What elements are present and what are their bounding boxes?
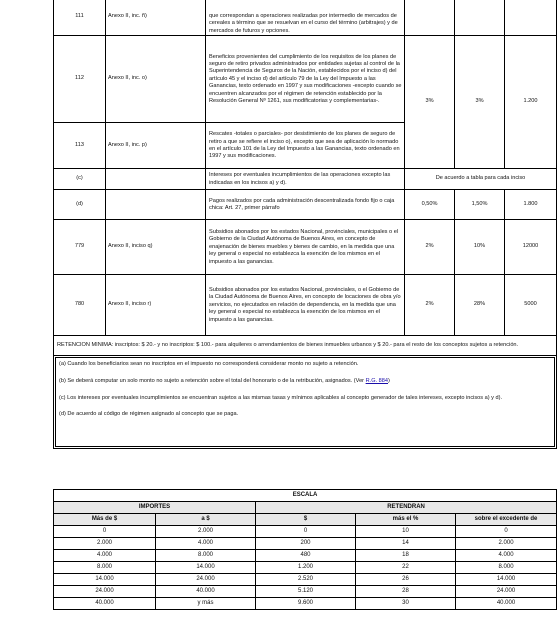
cell: 40.000 [54, 598, 156, 610]
table-row [54, 169, 557, 190]
notes-box [55, 357, 555, 447]
cell: y más [156, 598, 256, 610]
table-row [54, 526, 557, 538]
cell: 4.000 [456, 550, 557, 562]
cell: 9.600 [256, 598, 356, 610]
rate-no-inscriptos: 28% [455, 275, 505, 336]
cell: 14 [356, 538, 456, 550]
cell: 14.000 [156, 562, 256, 574]
regime-description: Subsidios abonados por los estados Nacional, provinciales, municipales o el Gobierno de la Ciudad Autónoma de Buenos Aires, en concepto de enajenación de bienes muebles y bienes de cambio, en la medida que una ley general o especial no establezca la exención de los mismos en el impuesto a las ganancias. [206, 220, 405, 275]
cell: 8.000 [456, 562, 557, 574]
cell: 5.120 [256, 586, 356, 598]
anexo-ref: Anexo II, inc. o) [106, 36, 206, 123]
cell: 4.000 [156, 538, 256, 550]
cell: 2.000 [456, 538, 557, 550]
table-row [54, 356, 557, 449]
regime-code: 780 [54, 275, 106, 336]
note-b-text: (b) Se deberá computar un solo monto no sujeto a retención sobre el total del honorario o de la retribución, asignados. (Ver [59, 378, 366, 385]
cell: 22 [356, 562, 456, 574]
regime-description: Subsidios abonados por los estados Nacional, provinciales, o el Gobierno de la Ciudad Autónoma de Buenos Aires, en concepto de locaciones de obra y/o servicios, no ejecutados en relación de dependencia, en la medida que una ley general o especial no establezca la exención de los mismos en el impuesto a las ganancias. [206, 275, 405, 336]
table-row [54, 190, 557, 220]
cell: 14.000 [456, 574, 557, 586]
rate-no-inscriptos: 1,50% [455, 190, 505, 220]
group-retendran: RETENDRAN [256, 502, 557, 514]
table-row [54, 550, 557, 562]
table-row [54, 275, 557, 336]
amount-not-subject: 12000 [505, 220, 557, 275]
cell: 40.000 [156, 586, 256, 598]
note-c: (c) Los intereses por eventuales incumplimientos se encuentran sujetos a las mismas tasas y mínimos aplicables al concepto generador de tales intereses, excepto incisos a) y d). [59, 394, 503, 401]
cell: 4.000 [54, 550, 156, 562]
header-mas-de: Más de $ [54, 514, 156, 526]
amount-not-subject [505, 0, 557, 36]
anexo-ref: Anexo II, inciso r) [106, 275, 206, 336]
retencion-minima: RETENCION MINIMA: inscriptos: $ 20.- y no inscriptos: $ 100.- para alquileres o arrendamientos de bienes inmuebles urbanos y $ 20.- para el resto de los conceptos sujetos a retención. [54, 336, 557, 356]
group-importes: IMPORTES [54, 502, 256, 514]
notes-cell [54, 356, 557, 449]
cell: 0 [54, 526, 156, 538]
escala-title: ESCALA [54, 490, 557, 502]
cell: 200 [256, 538, 356, 550]
regime-code: 113 [54, 123, 106, 169]
amount-not-subject: 1.200 [505, 36, 557, 169]
rg-884-link[interactable]: R.G. 884 [365, 378, 388, 385]
escala-group-row [54, 502, 557, 514]
regime-description: que correspondan a operaciones realizadas por intermedio de mercados de cereales a término que se resuelvan en el curso del término (arbitrajes) y de mercados de futuros y opciones. [206, 0, 405, 36]
rate-inscriptos: 3% [405, 36, 455, 169]
anexo-ref: Anexo II, inc. p) [106, 123, 206, 169]
cell: 480 [256, 550, 356, 562]
anexo-ref [106, 190, 206, 220]
table-row [54, 574, 557, 586]
cell: 10 [356, 526, 456, 538]
cell: 8.000 [54, 562, 156, 574]
cell: 0 [456, 526, 557, 538]
regime-code: (d) [54, 190, 106, 220]
note-b [59, 378, 551, 385]
note-a: (a) Cuando los beneficiarios sean no inscriptos en el impuesto no corresponderá considerar monto no sujeto a retención. [59, 361, 359, 367]
regime-code: 111 [54, 0, 106, 36]
table-row [54, 0, 557, 36]
table-row [54, 336, 557, 356]
regime-code: 112 [54, 36, 106, 123]
escala-header-row [54, 514, 557, 526]
header-mas-el-pct: más el % [356, 514, 456, 526]
cell: 30 [356, 598, 456, 610]
retention-regimes-table [53, 0, 557, 449]
regime-description: Beneficios provenientes del cumplimiento de los requisitos de los planes de seguro de retiro privados administrados por entidades sujetas al control de la Superintendencia de Seguros de la Nación, establecidos por el inciso d) del artículo 45 y el inciso d) del artículo 79 de la Ley del Impuesto a las Ganancias, texto ordenado en 1997 y sus modificaciones -excepto cuando se encuentren alcanzados por el régimen de retención establecido por la Resolución General Nº 1261, sus modificatorias y complementarias-. [206, 36, 405, 123]
cell: 2.520 [256, 574, 356, 586]
table-row [54, 586, 557, 598]
escala-title-row [54, 490, 557, 502]
cell: 28 [356, 586, 456, 598]
cell: 1.200 [256, 562, 356, 574]
anexo-ref: Anexo II, inciso q) [106, 220, 206, 275]
regime-description: Rescates -totales o parciales- por desistimiento de los planes de seguro de retiro a que se refiere el inciso o), excepto que sea de aplicación lo normado en el artículo 101 de la Ley del Impuesto a las Ganancias, texto ordenado en 1997 y sus modificaciones. [206, 123, 405, 169]
rate-no-inscriptos [455, 0, 505, 36]
cell: 0 [256, 526, 356, 538]
cell: 24.000 [54, 586, 156, 598]
regime-code: 779 [54, 220, 106, 275]
note-d: (d) De acuerdo al código de régimen asignado al concepto que se paga. [59, 411, 239, 418]
cell: 2.000 [156, 526, 256, 538]
header-pesos: $ [256, 514, 356, 526]
table-row [54, 538, 557, 550]
rate-inscriptos [405, 0, 455, 36]
amount-not-subject: 5000 [505, 275, 557, 336]
cell: 2.000 [54, 538, 156, 550]
rate-inscriptos: 0,50% [405, 190, 455, 220]
table-row [54, 562, 557, 574]
cell: 14.000 [54, 574, 156, 586]
rate-no-inscriptos: 3% [455, 36, 505, 169]
table-row [54, 36, 557, 123]
cell: 8.000 [156, 550, 256, 562]
regime-description: Intereses por eventuales incumplimientos de las operaciones excepto las indicadas en los incisos a) y d). [206, 169, 405, 190]
rate-no-inscriptos: 10% [455, 220, 505, 275]
rate-inscriptos: 2% [405, 275, 455, 336]
header-a: a $ [156, 514, 256, 526]
cell: 24.000 [456, 586, 557, 598]
cell: 24.000 [156, 574, 256, 586]
table-row [54, 598, 557, 610]
cell: 26 [356, 574, 456, 586]
cell: 18 [356, 550, 456, 562]
regime-description: Pagos realizados por cada administración descentralizada fondo fijo o caja chica: Art. 27, primer párrafo [206, 190, 405, 220]
amount-not-subject: 1.800 [505, 190, 557, 220]
regime-code: (c) [54, 169, 106, 190]
anexo-ref: Anexo II, inc. ñ) [106, 0, 206, 36]
cell: 40.000 [456, 598, 557, 610]
table-row [54, 220, 557, 275]
note-b-end: ) [388, 378, 390, 385]
escala-table [53, 489, 557, 610]
header-sobre-excedente: sobre el excedente de [456, 514, 557, 526]
anexo-ref [106, 169, 206, 190]
rate-by-table: De acuerdo a tabla para cada inciso [405, 169, 557, 190]
rate-inscriptos: 2% [405, 220, 455, 275]
